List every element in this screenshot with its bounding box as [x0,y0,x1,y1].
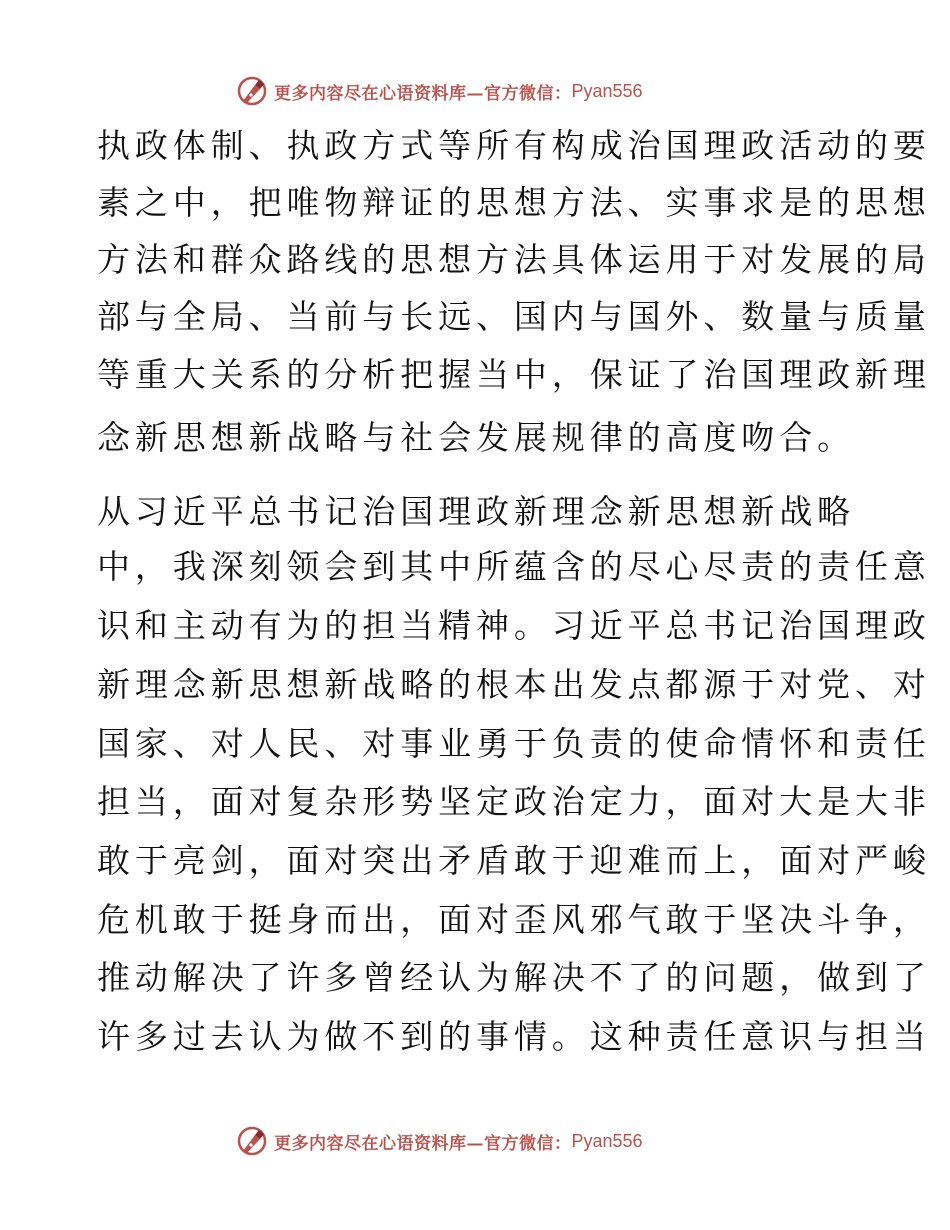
body-line: 许多过去认为做不到的事情。这种责任意识与担当 [97,1017,931,1056]
footer-banner [0,1121,950,1161]
body-line: 念新思想新战略与社会发展规律的高度吻合。 [97,418,855,457]
body-line: 执政体制、执政方式等所有构成治国理政活动的要 [97,126,931,165]
body-line: 敢于亮剑，面对突出矛盾敢于迎难而上，面对严峻 [97,841,931,880]
body-line: 从习近平总书记治国理政新理念新思想新战略 [97,492,855,531]
body-line: 等重大关系的分析把握当中，保证了治国理政新理 [97,355,931,394]
body-line: 素之中，把唯物辩证的思想方法、实事求是的思想 [97,183,931,222]
body-line: 危机敢于挺身而出，面对歪风邪气敢于坚决斗争， [97,900,931,939]
body-line: 推动解决了许多曾经认为解决不了的问题，做到了 [97,958,931,997]
footer-banner-contact: Pyan556 [571,1130,643,1151]
body-line: 方法和群众路线的思想方法具体运用于对发展的局 [97,240,931,279]
body-line: 新理念新思想新战略的根本出发点都源于对党、对 [97,665,931,704]
header-banner-text: 更多内容尽在心语资料库—官方微信： [274,83,572,104]
body-line: 担当，面对复杂形势坚定政治定力，面对大是大非 [97,782,931,821]
body-line: 国家、对人民、对事业勇于负责的使命情怀和责任 [97,724,931,763]
header-banner-contact: Pyan556 [571,80,643,101]
body-line: 部与全局、当前与长远、国内与国外、数量与质量 [97,297,931,336]
body-line: 中，我深刻领会到其中所蕴含的尽心尽责的责任意 [97,547,931,586]
pen-nib-logo-icon [236,1125,268,1157]
body-line: 识和主动有为的担当精神。习近平总书记治国理政 [97,606,931,645]
footer-banner-text: 更多内容尽在心语资料库—官方微信： [274,1133,572,1154]
